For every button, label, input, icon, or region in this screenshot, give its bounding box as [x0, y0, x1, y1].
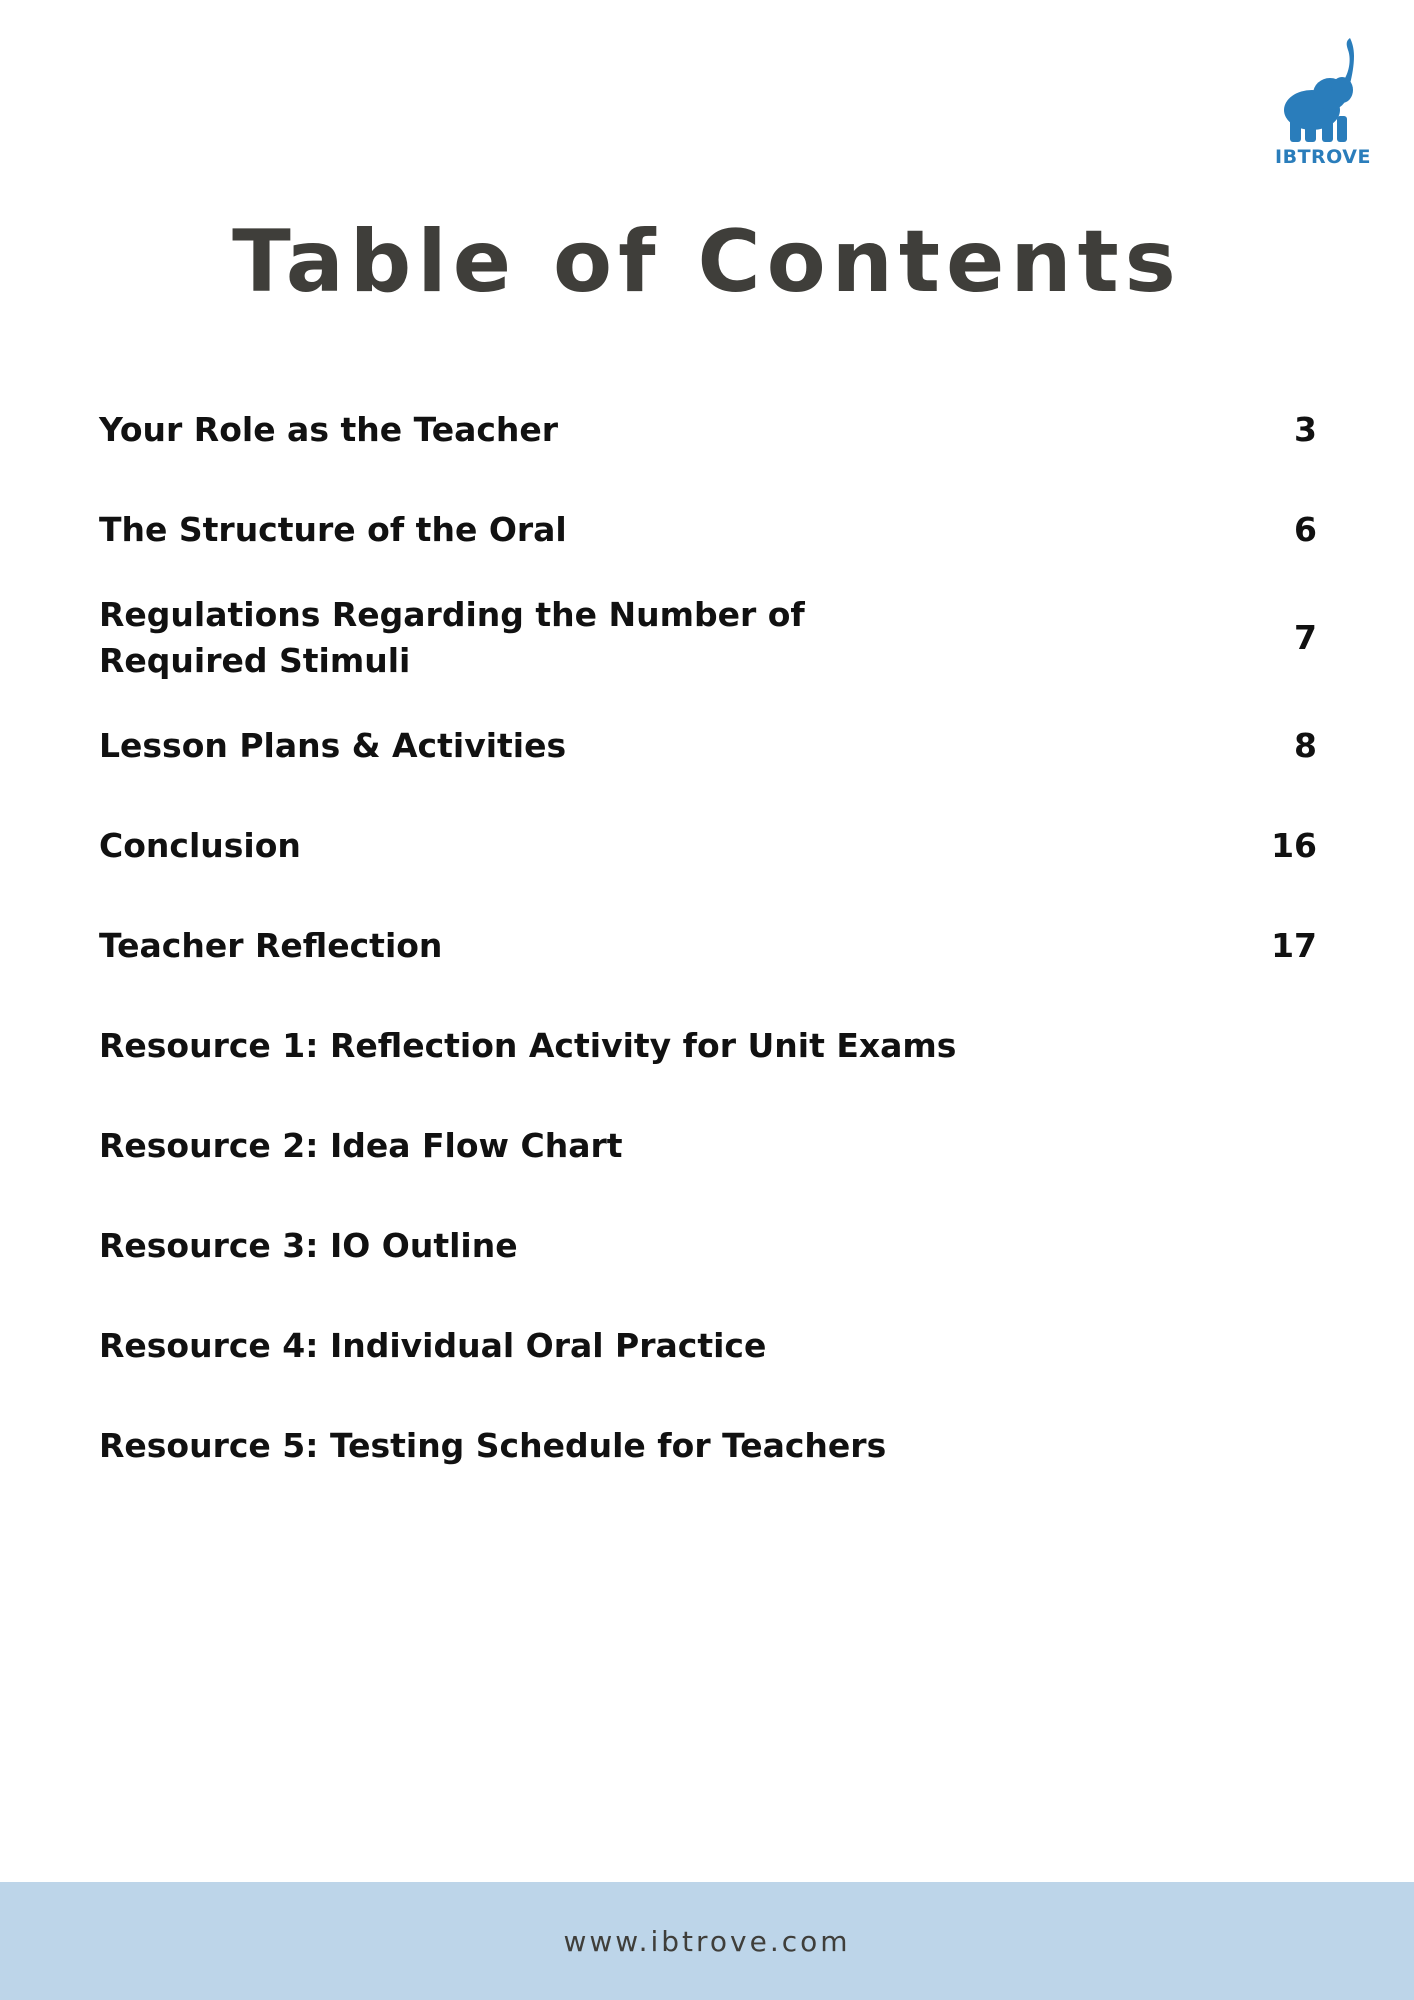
page-title: Table of Contents — [232, 212, 1182, 312]
table-of-contents — [99, 392, 1317, 1484]
toc-entry-label: Your Role as the Teacher — [99, 410, 559, 449]
toc-entry-page-number: 6 — [1294, 510, 1317, 549]
toc-entry-page-number: 17 — [1271, 926, 1317, 965]
toc-entry-label: Resource 5: Testing Schedule for Teachers — [99, 1426, 887, 1465]
toc-entry-label: Resource 1: Reflection Activity for Unit Exams — [99, 1026, 957, 1065]
toc-entry-conclusion[interactable] — [99, 808, 1317, 884]
toc-entry-page-number: 3 — [1294, 410, 1317, 449]
toc-entry-resource-5[interactable] — [99, 1408, 1317, 1484]
page-footer — [0, 1882, 1414, 2000]
toc-entry-regulations[interactable] — [99, 592, 1317, 684]
toc-entry-label: Conclusion — [99, 826, 301, 865]
toc-entry-lesson-plans[interactable] — [99, 708, 1317, 784]
toc-entry-label: Teacher Reflection — [99, 926, 443, 965]
toc-entry-label: Resource 4: Individual Oral Practice — [99, 1326, 767, 1365]
toc-entry-label: Resource 3: IO Outline — [99, 1226, 518, 1265]
elephant-icon — [1282, 36, 1364, 148]
footer-website-link[interactable]: www.ibtrove.com — [563, 1924, 851, 1958]
toc-entry-label: Resource 2: Idea Flow Chart — [99, 1126, 623, 1165]
toc-entry-resource-4[interactable] — [99, 1308, 1317, 1384]
brand-name: IBTROVE — [1275, 146, 1371, 168]
toc-entry-structure[interactable] — [99, 492, 1317, 568]
toc-entry-teacher-reflection[interactable] — [99, 908, 1317, 984]
toc-entry-resource-1[interactable] — [99, 1008, 1317, 1084]
toc-entry-page-number: 16 — [1271, 826, 1317, 865]
toc-entry-resource-2[interactable] — [99, 1108, 1317, 1184]
brand-logo[interactable] — [1268, 36, 1378, 168]
toc-entry-label: Lesson Plans & Activities — [99, 726, 567, 765]
toc-entry-label: The Structure of the Oral — [99, 510, 567, 549]
toc-entry-your-role[interactable] — [99, 392, 1317, 468]
toc-entry-page-number: 8 — [1294, 726, 1317, 765]
toc-entry-label: Regulations Regarding the Number of Required Stimuli — [99, 595, 805, 680]
toc-entry-page-number: 7 — [1294, 618, 1317, 657]
toc-entry-resource-3[interactable] — [99, 1208, 1317, 1284]
